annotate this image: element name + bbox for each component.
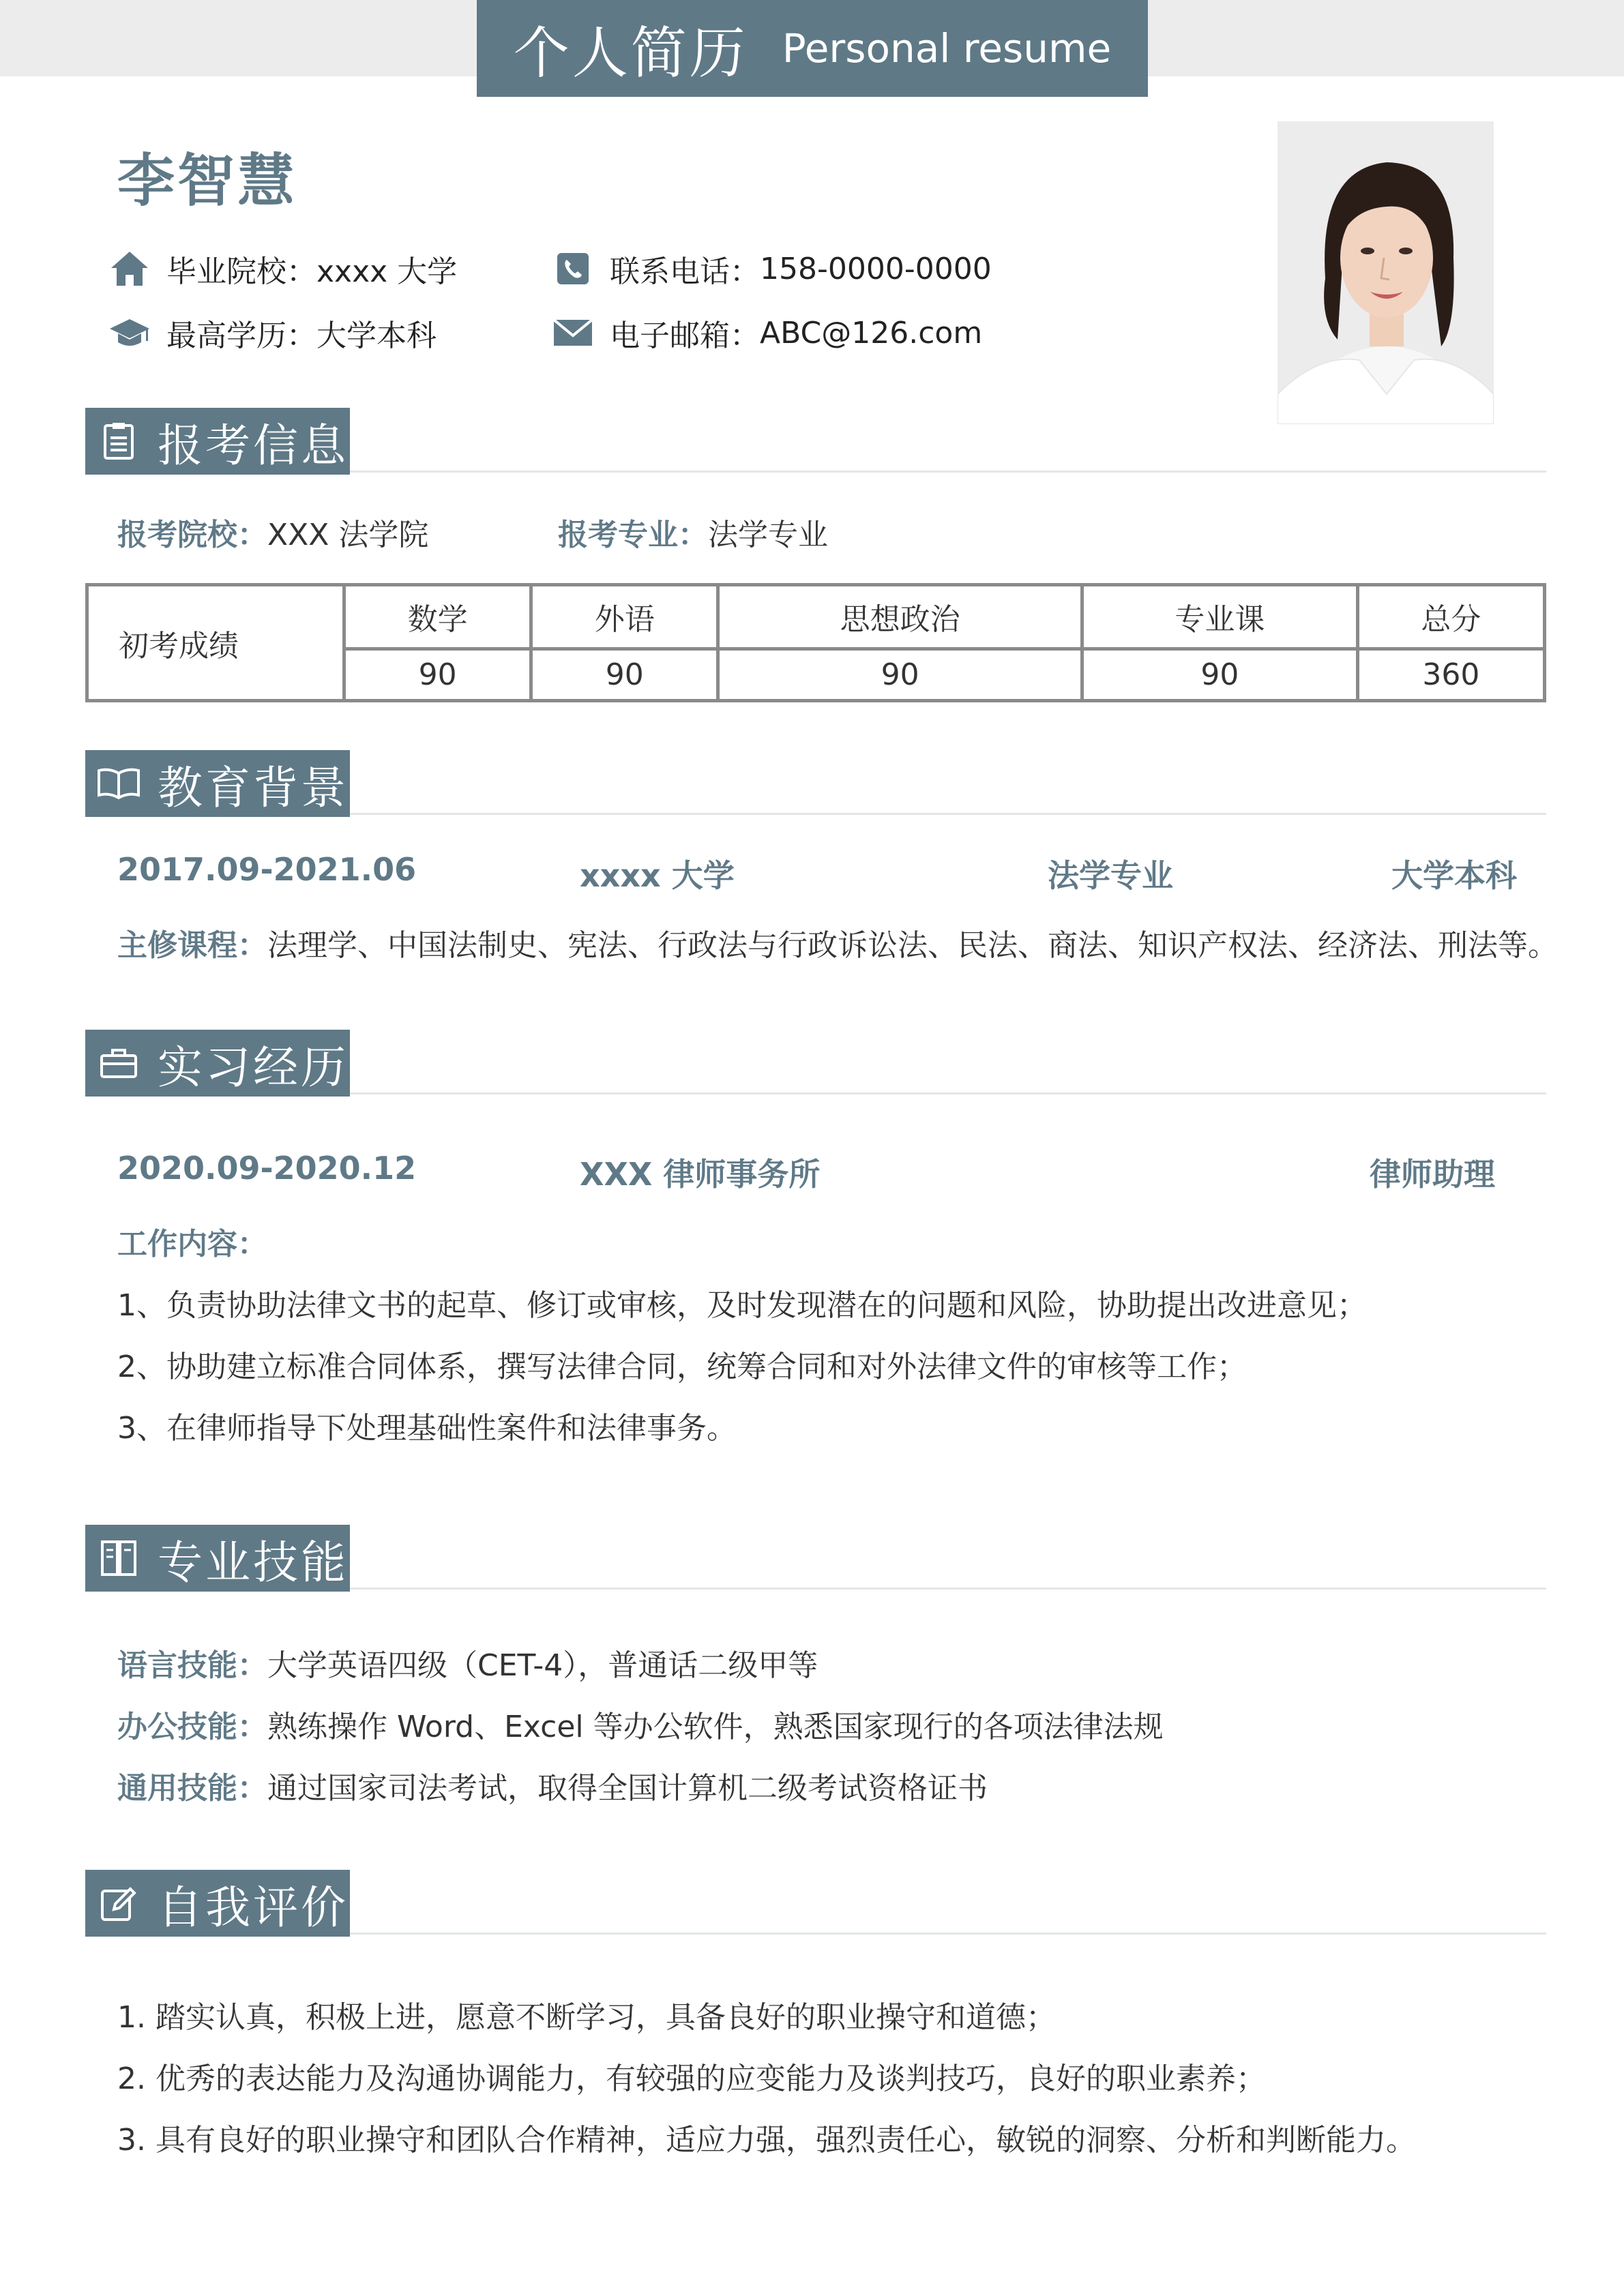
edit-icon [95,1885,143,1922]
edu-degree: 大学本科 [1391,857,1517,894]
section-education-title: 教育背景 [158,761,349,814]
intern-content-label: 工作内容： [117,1227,267,1262]
skill-general-label: 通用技能： [117,1771,267,1806]
score-header-major: 专业课 [1082,585,1357,649]
phone-icon [551,250,595,288]
section-exam-header [85,408,350,475]
edu-period: 2017.09-2021.06 [117,851,417,888]
skill-language-label: 语言技能： [117,1648,267,1683]
skill-office-text: 熟练操作 Word、Excel 等办公软件，熟悉国家现行的各项法律法规 [267,1710,1164,1744]
exam-major-value: 法学专业 [708,518,828,552]
briefcase-icon [95,1047,143,1079]
school-info [108,247,457,290]
title-en: Personal resume [782,25,1112,72]
degree-value: 大学本科 [316,318,437,353]
intern-period: 2020.09-2020.12 [117,1150,417,1187]
school-label: 毕业院校： [166,254,316,289]
title-cn: 个人简历 [513,20,748,86]
exam-school-row [117,510,428,554]
phone-value: 158-0000-0000 [760,251,992,286]
email-value: ABC@126.com [760,315,983,351]
score-value-politics: 90 [718,648,1082,700]
skill-office [117,1702,1164,1746]
score-value-math: 90 [344,648,531,700]
skill-general [117,1763,988,1807]
degree-info [108,311,437,355]
skill-general-text: 通过国家司法考试，取得全国计算机二级考试资格证书 [267,1771,988,1806]
home-icon [108,250,151,288]
edu-school: xxxx 大学 [580,857,735,894]
list-item: 1、负责协助法律文书的起草、修订或审核，及时发现潜在的问题和风险，协助提出改进意见； [117,1288,1367,1323]
list-item: 3、在律师指导下处理基础性案件和法律事务。 [117,1411,737,1446]
section-internship [85,1030,1546,1097]
section-divider [350,813,1546,815]
score-header-math: 数学 [344,585,531,649]
intern-company: XXX 律师事务所 [580,1156,821,1193]
skill-language-text: 大学英语四级（CET-4），普通话二级甲等 [267,1648,818,1683]
section-education-header [85,750,350,817]
degree-label: 最高学历： [166,318,316,353]
skill-office-label: 办公技能： [117,1710,267,1744]
section-internship-title: 实习经历 [158,1041,349,1094]
skill-language [117,1641,818,1684]
list-item: 2、协助建立标准合同体系，撰写法律合同，统筹合同和对外法律文件的审核等工作； [117,1350,1247,1384]
section-divider [350,1092,1546,1094]
open-book-icon [95,768,143,799]
mail-icon [551,314,595,352]
section-divider [350,471,1546,473]
candidate-name: 李智慧 [117,147,298,214]
score-value-total: 360 [1357,648,1544,700]
clipboard-icon [95,422,143,460]
section-evaluation-header [85,1870,350,1937]
score-value-major: 90 [1082,648,1357,700]
edu-major: 法学专业 [1048,857,1173,894]
section-skills [85,1525,1546,1592]
section-evaluation [85,1870,1546,1937]
section-divider [350,1587,1546,1590]
score-header-english: 外语 [531,585,718,649]
section-skills-title: 专业技能 [158,1536,349,1589]
score-header-politics: 思想政治 [718,585,1082,649]
page-title [477,0,1148,97]
exam-major-label: 报考专业： [558,518,708,552]
exam-school-value: XXX 法学院 [267,518,429,552]
phone-info [551,247,992,290]
graduation-cap-icon [108,314,151,352]
edu-courses-row [117,921,1558,964]
edu-courses-value: 法理学、中国法制史、宪法、行政法与行政诉讼法、民法、商法、知识产权法、经济法、刑法等。 [267,928,1558,963]
school-value: xxxx 大学 [316,254,458,289]
score-value-english: 90 [531,648,718,700]
list-item: 3. 具有良好的职业操守和团队合作精神，适应力强，强烈责任心，敏锐的洞察、分析和判断能力。 [117,2123,1416,2158]
phone-label: 联系电话： [610,254,760,289]
table-row [87,585,1545,649]
intern-role: 律师助理 [1370,1156,1495,1193]
list-item: 2. 优秀的表达能力及沟通协调能力，有较强的应变能力及谈判技巧，良好的职业素养； [117,2061,1266,2096]
score-table [85,583,1546,702]
exam-major-row [558,510,828,554]
profile-photo [1278,121,1494,424]
section-skills-header [85,1525,350,1592]
book-icon [95,1540,143,1577]
section-internship-header [85,1030,350,1097]
email-info [551,311,982,355]
section-exam-title: 报考信息 [158,419,349,472]
list-item: 1. 踏实认真，积极上进，愿意不断学习，具备良好的职业操守和道德； [117,2000,1056,2035]
score-header-total: 总分 [1357,585,1544,649]
section-evaluation-title: 自我评价 [158,1881,349,1934]
section-exam [85,408,1546,475]
section-divider [350,1933,1546,1935]
exam-school-label: 报考院校： [117,518,267,552]
section-education [85,750,1546,817]
score-row-label: 初考成绩 [87,585,344,701]
edu-courses-label: 主修课程： [117,928,267,963]
email-label: 电子邮箱： [610,318,760,353]
